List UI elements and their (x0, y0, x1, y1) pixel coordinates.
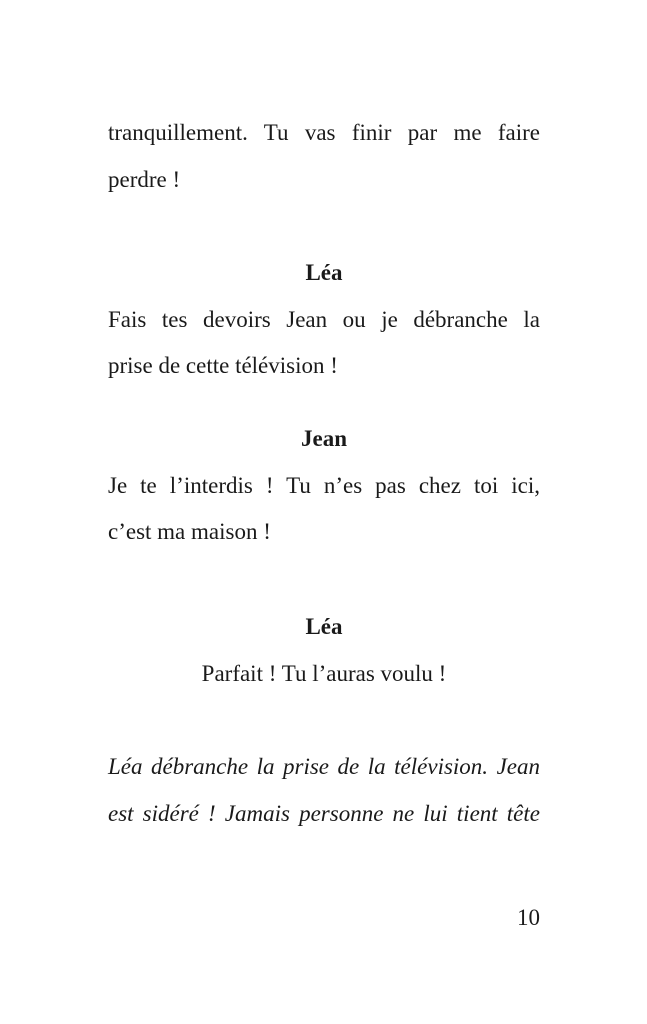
text-line: tranquillement. Tu vas finir par me faire (108, 120, 540, 145)
speaker-name: Jean (301, 426, 347, 451)
dialogue-line: Fais tes devoirs Jean ou je débranche la (108, 307, 540, 332)
speaker-name: Léa (305, 260, 343, 285)
dialogue-line: c’est ma maison ! (108, 519, 271, 544)
page-number: 10 (517, 905, 540, 930)
dialogue-line: Je te l’interdis ! Tu n’es pas chez toi ici, (108, 473, 540, 498)
speaker-name: Léa (305, 614, 343, 639)
dialogue-line: prise de cette télévision ! (108, 353, 338, 378)
dialogue-line: Parfait ! Tu l’auras voulu ! (201, 661, 447, 686)
text-line: perdre ! (108, 167, 181, 192)
stage-direction-line: Léa débranche la prise de la télévision. Jean (108, 754, 540, 779)
stage-direction-line: est sidéré ! Jamais personne ne lui tient tête (108, 801, 540, 826)
